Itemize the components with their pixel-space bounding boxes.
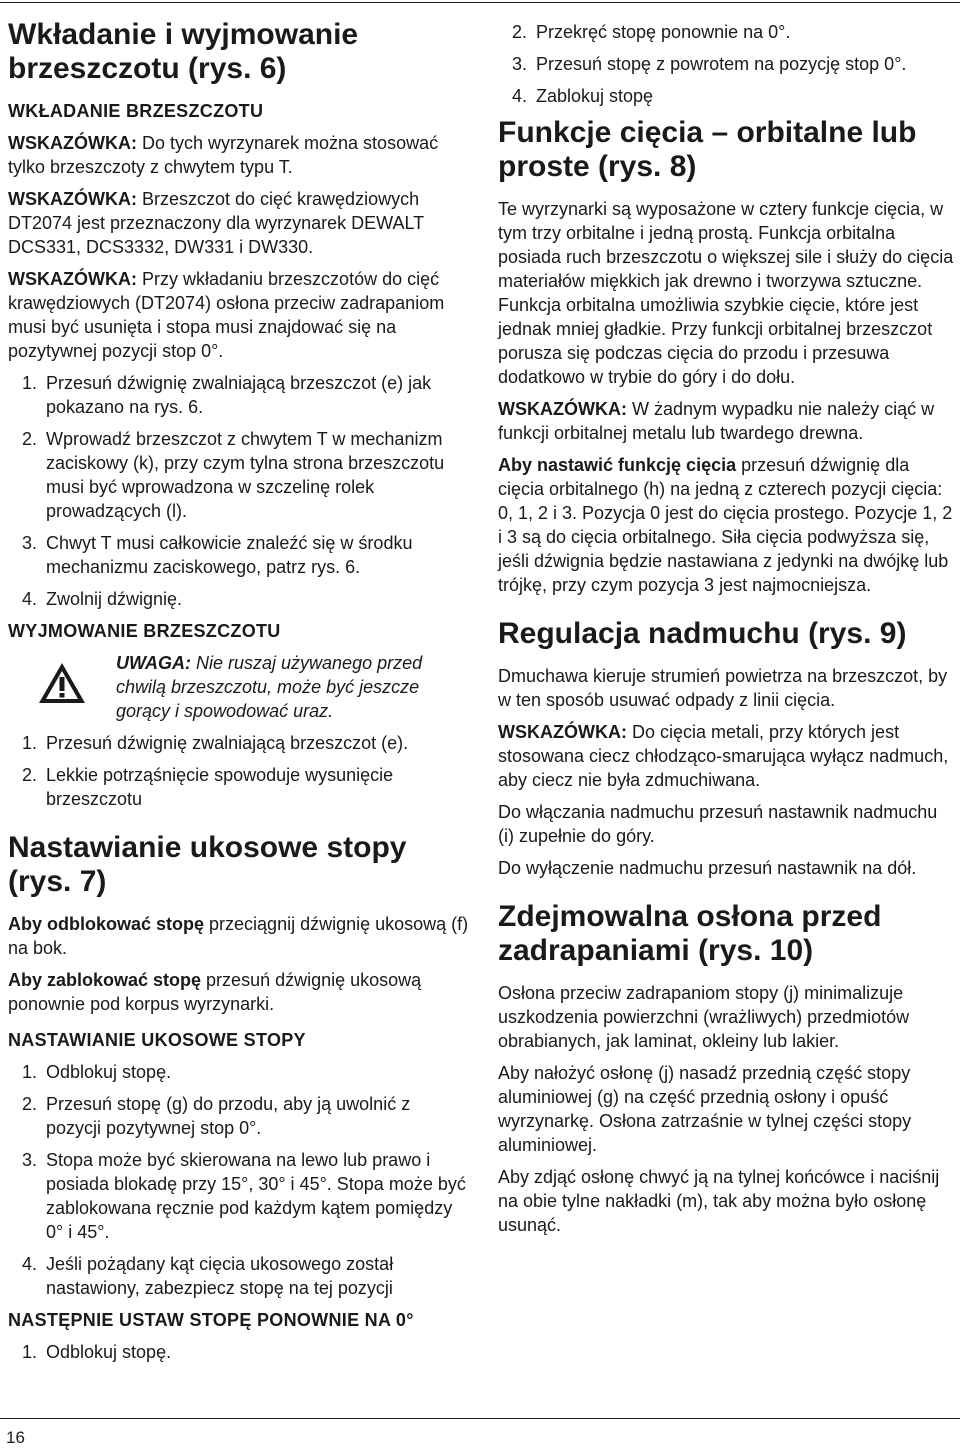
step-item xyxy=(8,1252,470,1300)
bevel-steps xyxy=(8,1060,470,1300)
step-item xyxy=(498,52,956,76)
insert-blade-heading: WKŁADANIE BRZESZCZOTU xyxy=(8,101,264,121)
remove-steps xyxy=(8,731,470,811)
step-text: Przekręć stopę ponownie na 0°. xyxy=(536,22,791,42)
note-paragraph xyxy=(8,187,470,259)
guard-text-1: Osłona przeciw zadrapaniom stopy (j) minimalizuje uszkodzenia powierzchni (wrażliwych) przedmiotów obrabianych, jak laminat, okleiny lub lakier. xyxy=(498,983,910,1051)
blower-text: Dmuchawa kieruje strumień powietrza na brzeszczot, by w ten sposób usuwać odpady z linii cięcia. xyxy=(498,666,948,710)
step-item xyxy=(8,731,470,755)
step-item xyxy=(8,1060,470,1084)
step-item xyxy=(498,84,956,108)
note-text: Do tych wyrzynarek można stosować tylko brzeszczoty z chwytem typu T. xyxy=(8,133,439,177)
note-label: WSKAZÓWKA: xyxy=(8,133,137,153)
step-number: 1. xyxy=(22,1062,38,1082)
step-item xyxy=(8,1092,470,1140)
step-number: 2. xyxy=(22,1094,38,1114)
cut-function-note: WSKAZÓWKA: W żadnym wypadku nie należy ciąć w funkcji orbitalnej metalu lub twardego drewna. xyxy=(498,399,935,443)
step-text: Przesuń stopę z powrotem na pozycję stop 0°. xyxy=(536,54,907,74)
note-text: Przy wkładaniu brzeszczotów do cięć krawędziowych (DT2074) osłona przeciw zadrapaniom musi być usunięta i stopa musi znajdować się na pozytywnej pozycji stop 0°. xyxy=(8,269,445,361)
step-text: Przesuń dźwignię zwalniającą brzeszczot (e). xyxy=(46,733,409,753)
step-item xyxy=(8,1340,470,1364)
cut-function-title: Funkcje cięcia – orbitalne lub proste (rys. 8) xyxy=(498,116,917,183)
reset-foot-heading: NASTĘPNIE USTAW STOPĘ PONOWNIE NA 0° xyxy=(8,1310,414,1330)
unlock-foot-text: Aby odblokować stopę przeciągnij dźwignię ukosową (f) na bok. xyxy=(8,914,469,958)
step-number: 2. xyxy=(22,429,38,449)
step-number: 3. xyxy=(512,54,528,74)
step-number: 4. xyxy=(22,589,38,609)
step-text: Odblokuj stopę. xyxy=(46,1062,172,1082)
step-number: 4. xyxy=(22,1254,38,1274)
cut-function-text: Te wyrzynarki są wyposażone w cztery funkcje cięcia, w tym trzy orbitalne i jedną prostą. Funkcja orbitalna posiada ruch brzeszczotu o większej sile i służy do cięcia materiałów miękkich jak drewno i tworzywa sztuczne. Funkcja orbitalna umożliwia szybkie cięcie, które jest jednak mniej gładkie. Przy funkcji orbitalnej brzeszczot porusza się podczas cięcia do przodu i przesuwa dodatkowo w trybie do góry i do dołu. xyxy=(498,199,954,387)
step-item xyxy=(8,531,470,579)
guard-title: Zdejmowalna osłona przed zadrapaniami (rys. 10) xyxy=(498,900,882,967)
blower-on-text: Do włączania nadmuchu przesuń nastawnik nadmuchu (i) zupełnie do góry. xyxy=(498,802,938,846)
note-text: Brzeszczot do cięć krawędziowych DT2074 jest przeznaczony dla wyrzynarek DEWALT DCS331, DCS3332, DW331 i DW330. xyxy=(8,189,424,257)
step-item xyxy=(8,1148,470,1244)
step-item xyxy=(8,763,470,811)
step-text: Zablokuj stopę xyxy=(536,86,654,106)
bevel-steps-continued xyxy=(498,20,956,108)
page-number: 16 xyxy=(6,1428,25,1447)
guard-text-2: Aby nałożyć osłonę (j) nasadź przednią część stopy aluminiowej (g) na część przednią osłony i opuść wyrzynarkę. Osłona zatrzaśnie w tylnej części stopy aluminiowej. xyxy=(498,1063,912,1155)
step-item xyxy=(8,427,470,523)
right-column xyxy=(498,20,956,1245)
step-number: 1. xyxy=(22,373,38,393)
warning-icon xyxy=(8,651,116,723)
step-number: 1. xyxy=(22,733,38,753)
step-text: Stopa może być skierowana na lewo lub prawo i posiada blokadę przy 15°, 30° i 45°. Stopa może być zablokowana ręcznie pod każdym kątem pomiędzy 0° i 45°. xyxy=(46,1150,466,1242)
insert-steps xyxy=(8,371,470,611)
step-number: 3. xyxy=(22,1150,38,1170)
step-text: Chwyt T musi całkowicie znaleźć się w środku mechanizmu zaciskowego, patrz rys. 6. xyxy=(46,533,413,577)
remove-blade-heading: WYJMOWANIE BRZESZCZOTU xyxy=(8,621,281,641)
caution-text: UWAGA: Nie ruszaj używanego przed chwilą brzeszczotu, może być jeszcze gorący i spowodować uraz. xyxy=(116,653,423,721)
blower-note: WSKAZÓWKA: Do cięcia metali, przy których jest stosowana ciecz chłodząco-smarująca wyłącz nadmuch, aby ciecz nie była zdmuchiwana. xyxy=(498,722,949,790)
cut-function-setting: Aby nastawić funkcję cięcia przesuń dźwignię dla cięcia orbitalnego (h) na jedną z czterech pozycji cięcia: 0, 1, 2 i 3. Pozycja 0 jest do cięcia prostego. Pozycje 1, 2 i 3 są do cięcia orbitalnego. Siła cięcia podwyższa się, jeśli dźwignia będzie nastawiana z jedynki na dwójkę lub trójkę, przy czym pozycja 3 jest najmocniejsza. xyxy=(498,455,953,595)
guard-text-3: Aby zdjąć osłonę chwyć ją na tylnej końcówce i naciśnij na obie tylne nakładki (m), tak aby można było osłonę usunąć. xyxy=(498,1167,940,1235)
bevel-title: Nastawianie ukosowe stopy (rys. 7) xyxy=(8,831,407,898)
step-number: 2. xyxy=(512,22,528,42)
step-text: Odblokuj stopę. xyxy=(46,1342,172,1362)
blower-title: Regulacja nadmuchu (rys. 9) xyxy=(498,617,907,650)
step-number: 1. xyxy=(22,1342,38,1362)
note-label: WSKAZÓWKA: xyxy=(8,189,137,209)
top-rule xyxy=(0,2,960,3)
step-text: Zwolnij dźwignię. xyxy=(46,589,183,609)
footer-rule xyxy=(0,1418,960,1419)
step-number: 3. xyxy=(22,533,38,553)
step-text: Przesuń dźwignię zwalniającą brzeszczot (e) jak pokazano na rys. 6. xyxy=(46,373,432,417)
note-paragraph xyxy=(8,267,470,363)
reset-steps xyxy=(8,1340,470,1364)
step-number: 2. xyxy=(22,765,38,785)
lock-foot-text: Aby zablokować stopę przesuń dźwignię ukosową ponownie pod korpus wyrzynarki. xyxy=(8,970,422,1014)
step-text: Wprowadź brzeszczot z chwytem T w mechanizm zaciskowy (k), przy czym tylna strona brzeszczotu musi być wprowadzona w szczelinę rolek prowadzących (l). xyxy=(46,429,445,521)
caution-block xyxy=(8,651,470,723)
note-label: WSKAZÓWKA: xyxy=(8,269,137,289)
step-text: Jeśli pożądany kąt cięcia ukosowego został nastawiony, zabezpiecz stopę na tej pozycji xyxy=(46,1254,394,1298)
blower-off-text: Do wyłączenie nadmuchu przesuń nastawnik na dół. xyxy=(498,858,917,878)
step-text: Lekkie potrząśnięcie spowoduje wysunięcie brzeszczotu xyxy=(46,765,394,809)
note-paragraph xyxy=(8,131,470,179)
left-column xyxy=(8,18,470,1372)
step-text: Przesuń stopę (g) do przodu, aby ją uwolnić z pozycji pozytywnej stop 0°. xyxy=(46,1094,411,1138)
step-item xyxy=(8,587,470,611)
insert-notes xyxy=(8,131,470,363)
insert-remove-title: Wkładanie i wyjmowanie brzeszczotu (rys. 6) xyxy=(8,18,359,85)
step-number: 4. xyxy=(512,86,528,106)
bevel-heading: NASTAWIANIE UKOSOWE STOPY xyxy=(8,1030,306,1050)
step-item xyxy=(8,371,470,419)
step-item xyxy=(498,20,956,44)
